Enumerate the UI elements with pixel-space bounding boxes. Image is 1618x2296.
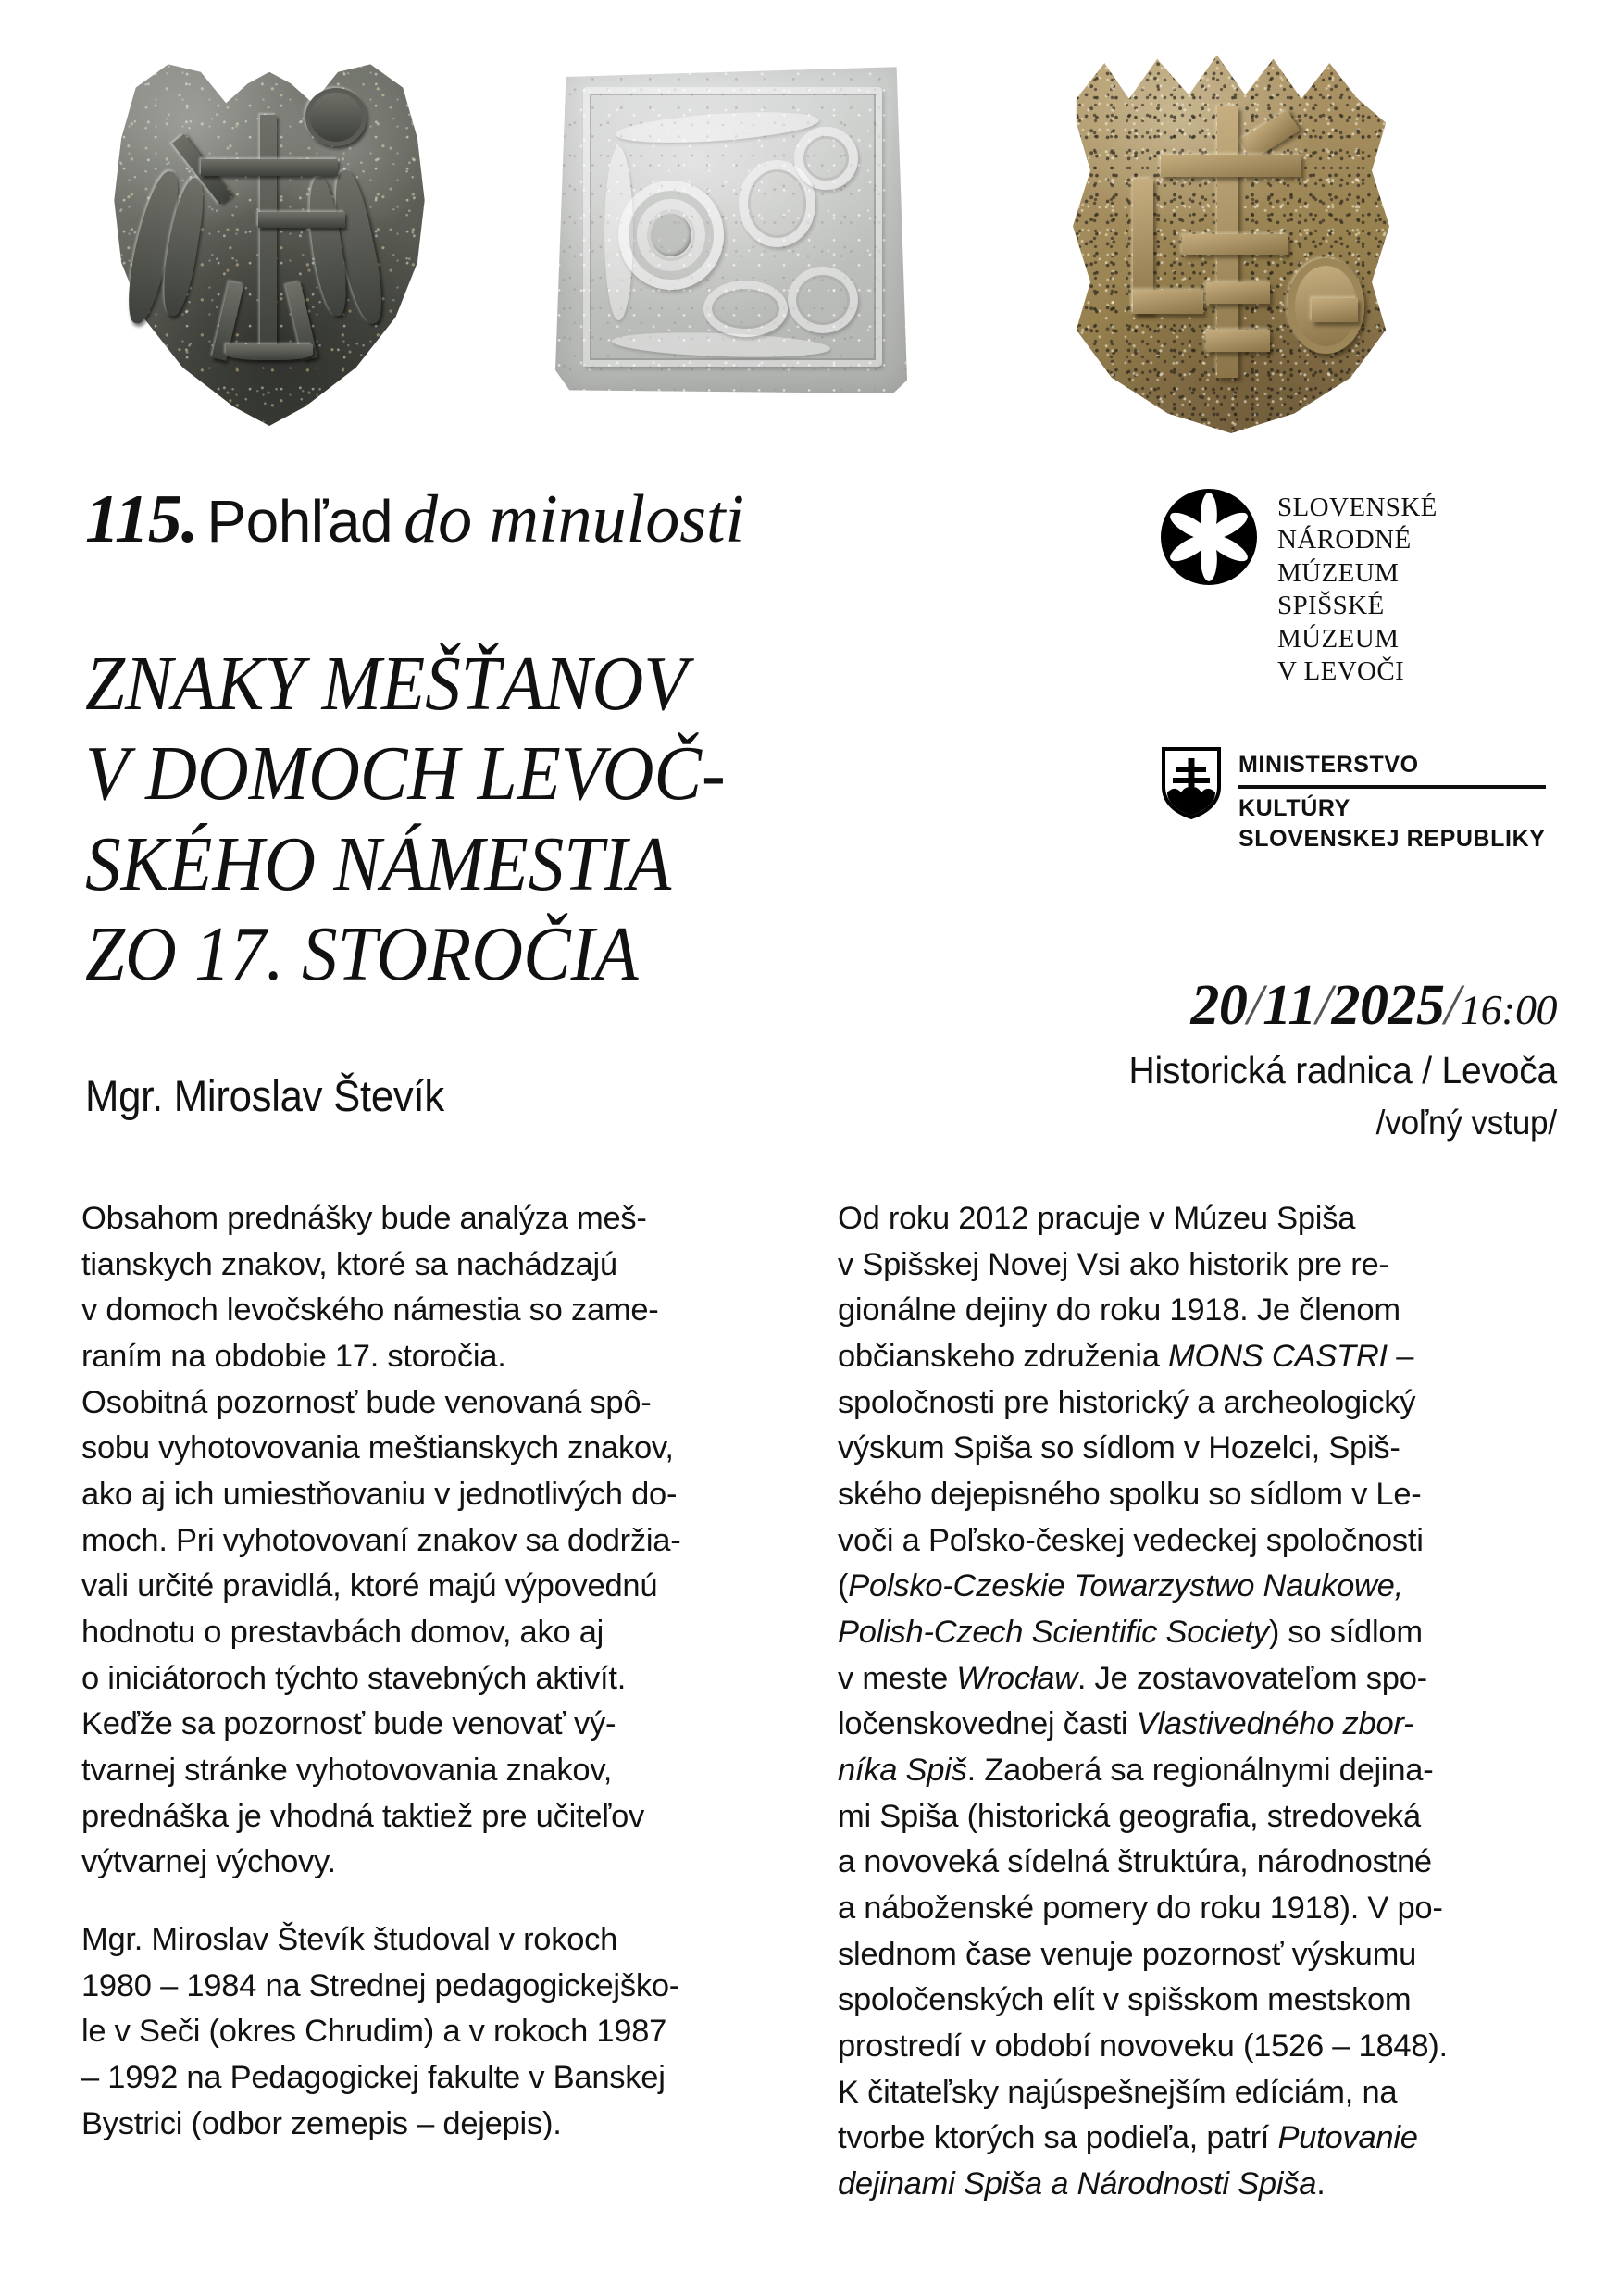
- title-line-4: ZO 17. STOROČIA: [85, 911, 639, 998]
- event-year: 2025: [1331, 974, 1445, 1037]
- ochre-mark-letter-e-upper: [1206, 282, 1269, 305]
- ministry-line-2: KULTÚRY: [1238, 794, 1350, 821]
- text-line: prednáška je vhodná taktiež pre učiteľov: [81, 1798, 645, 1834]
- artifact-photo-ochre-shield: [1055, 35, 1407, 433]
- snm-logo: [1161, 489, 1438, 688]
- speaker-biography-paragraph: [838, 1196, 1569, 2208]
- text-line: vali určité pravidlá, ktoré majú výpovednú: [81, 1568, 658, 1604]
- text-line: prostredí v období novoveku (1526 – 1848).: [838, 2028, 1448, 2065]
- ochre-mark-lower-bar: [1182, 234, 1288, 255]
- speaker-education-paragraph: [81, 1917, 785, 2147]
- spiral-motif-icon: [618, 181, 724, 291]
- text-line: slednom čase venuje pozornosť výskumu: [838, 1936, 1417, 1972]
- text-line: K čitateľsky najúspešnejším edíciám, na: [838, 2074, 1398, 2110]
- text-line: voči a Poľsko-českej vedeckej spoločnosti: [838, 1522, 1424, 1558]
- text-line: Od roku 2012 pracuje v Múzeu Spiša: [838, 1201, 1356, 1236]
- text-line: níka Spiš. Zaoberá sa regionálnymi dejina-: [838, 1753, 1434, 1789]
- artifact-photo-heart-shield: [89, 37, 450, 426]
- title-line-1: ZNAKY MEŠŤANOV: [85, 641, 688, 727]
- slovak-coat-of-arms-icon: [1161, 746, 1222, 820]
- text-line: (Polsko-Czeskie Towarzystwo Naukowe,: [838, 1568, 1403, 1604]
- six-petal-rosette-icon: [1161, 489, 1257, 585]
- ministry-line-3: SLOVENSKEJ REPUBLIKY: [1238, 826, 1546, 852]
- ochre-mark-diagonal: [1239, 109, 1300, 159]
- text-line: tvarnej stránke vyhotovovania znakov,: [81, 1753, 613, 1789]
- text-line: le v Seči (okres Chrudim) a v rokoch 1987: [81, 2014, 667, 2050]
- ochre-mark-letter-e-lower: [1206, 330, 1269, 352]
- snm-line-4: SPIŠSKÉ: [1277, 591, 1385, 621]
- snm-line-1: SLOVENSKÉ: [1277, 493, 1438, 522]
- title-line-2: V DOMOCH LEVOČ-: [85, 730, 726, 817]
- mark-stem: [260, 115, 277, 356]
- event-venue: Historická radnica / Levoča: [1128, 1049, 1557, 1092]
- ochre-mark-letter-g-bar: [1312, 298, 1357, 322]
- date-separator-3: /: [1444, 974, 1461, 1037]
- text-line: ločenskovednej časti Vlastivedného zbor-: [838, 1706, 1414, 1742]
- date-separator-1: /: [1247, 974, 1263, 1037]
- ochre-merchant-mark-carving: [1055, 35, 1407, 433]
- lecture-description-column: [81, 1196, 785, 2147]
- snm-line-5: MÚZEUM: [1277, 623, 1400, 654]
- text-line: Mgr. Miroslav Števík študoval v rokoch: [81, 1922, 618, 1958]
- event-time: 16:00: [1460, 986, 1557, 1033]
- text-line: v domoch levočského námestia so zame-: [81, 1292, 659, 1329]
- snm-line-6: V LEVOČI: [1277, 655, 1405, 686]
- text-line: raním na obdobie 17. storočia.: [81, 1339, 506, 1375]
- mark-base: [226, 344, 313, 360]
- text-line: Keďže sa pozornosť bude venovať vý-: [81, 1706, 616, 1742]
- text-line: ského dejepisného spolku so sídlom v Le-: [838, 1477, 1422, 1513]
- title-line-3: SKÉHO NÁMESTIA: [85, 820, 672, 907]
- text-line: gionálne dejiny do roku 1918. Je členom: [838, 1292, 1400, 1329]
- series-line: [85, 481, 745, 557]
- text-line: v Spišskej Novej Vsi ako historik pre re-: [838, 1246, 1389, 1282]
- ochre-mark-upper-bar: [1161, 155, 1301, 177]
- text-line: tianskych znakov, ktoré sa nachádzajú: [81, 1246, 617, 1282]
- text-line: o iniciátoroch týchto stavebných aktivít.: [81, 1660, 627, 1696]
- text-line: tvorbe ktorých sa podieľa, patrí Putovanie: [838, 2120, 1418, 2156]
- text-line: v meste Wrocław. Je zostavovateľom spo-: [838, 1660, 1427, 1696]
- curl-motif-2-icon: [794, 127, 857, 190]
- event-details: [909, 976, 1557, 1145]
- page-title: [85, 639, 945, 1000]
- ministry-logo: [1161, 746, 1546, 855]
- speaker-name: Mgr. Miroslav Števík: [85, 1071, 444, 1120]
- text-line: občianskeho združenia MONS CASTRI –: [838, 1339, 1414, 1375]
- text-line: a novoveká sídelná štruktúra, národnostné: [838, 1844, 1432, 1880]
- text-line: výskum Spiša so sídlom v Hozelci, Spiš-: [838, 1430, 1400, 1466]
- snm-line-2: NÁRODNÉ: [1277, 525, 1412, 555]
- event-date: [909, 976, 1557, 1036]
- text-line: hodnotu o prestavbách domov, ako aj: [81, 1615, 604, 1651]
- text-line: sobu vyhotovovania meštianskych znakov,: [81, 1430, 674, 1466]
- merchant-mark-carving: [89, 37, 450, 426]
- event-entry-note: /voľný vstup/: [1375, 1104, 1557, 1142]
- text-line: dejinami Spiša a Národnosti Spiša.: [838, 2166, 1326, 2202]
- text-line: mi Spiša (historická geografia, stredoveká: [838, 1798, 1421, 1834]
- ministry-line-1: MINISTERSTVO: [1238, 752, 1419, 778]
- artifact-photo-spiral-plaque: [555, 60, 907, 393]
- text-line: Osobitná pozornosť bude venovaná spô-: [81, 1384, 652, 1420]
- series-word: Pohľad: [206, 488, 393, 555]
- event-day: 20: [1190, 974, 1248, 1037]
- speaker-biography-column: [838, 1196, 1569, 2208]
- text-line: Polish-Czech Scientific Society) so sídlom: [838, 1615, 1423, 1651]
- text-line: Obsahom prednášky bude analýza meš-: [81, 1201, 647, 1236]
- ministry-divider-rule: [1238, 785, 1546, 789]
- ministry-logo-text: [1238, 746, 1546, 855]
- text-line: výtvarnej výchovy.: [81, 1844, 336, 1880]
- curl-motif-4-icon: [788, 267, 858, 333]
- text-line: ako aj ich umiestňovaniu v jednotlivých do-: [81, 1477, 678, 1513]
- text-line: Bystrici (odbor zemepis – dejepis).: [81, 2105, 562, 2141]
- text-line: spoločnosti pre historický a archeologický: [838, 1384, 1416, 1420]
- ochre-mark-letter-l-foot: [1133, 290, 1203, 314]
- event-month: 11: [1263, 974, 1316, 1037]
- artifact-photo-strip: [0, 0, 1618, 463]
- series-italic: do minulosti: [404, 481, 745, 557]
- lecture-description-paragraph: [81, 1196, 785, 1886]
- text-line: a náboženské pomery do roku 1918). V po-: [838, 1890, 1443, 1927]
- date-separator-2: /: [1315, 974, 1332, 1037]
- mark-upper-bar: [201, 159, 338, 176]
- mark-middle-bar: [258, 212, 345, 228]
- text-line: 1980 – 1984 na Strednej pedagogickejško-: [81, 1967, 679, 2003]
- text-line: – 1992 na Pedagogickej fakulte v Banskej: [81, 2060, 666, 2096]
- text-line: spoločenských elít v spišskom mestskom: [838, 1982, 1412, 2018]
- curl-motif-3-icon: [703, 281, 788, 337]
- snm-line-3: MÚZEUM: [1277, 557, 1400, 588]
- snm-logo-text: [1277, 489, 1438, 688]
- text-line: moch. Pri vyhotovovaní znakov sa dodržia-: [81, 1522, 681, 1558]
- series-number: 115.: [85, 481, 198, 557]
- mark-ring: [305, 88, 367, 146]
